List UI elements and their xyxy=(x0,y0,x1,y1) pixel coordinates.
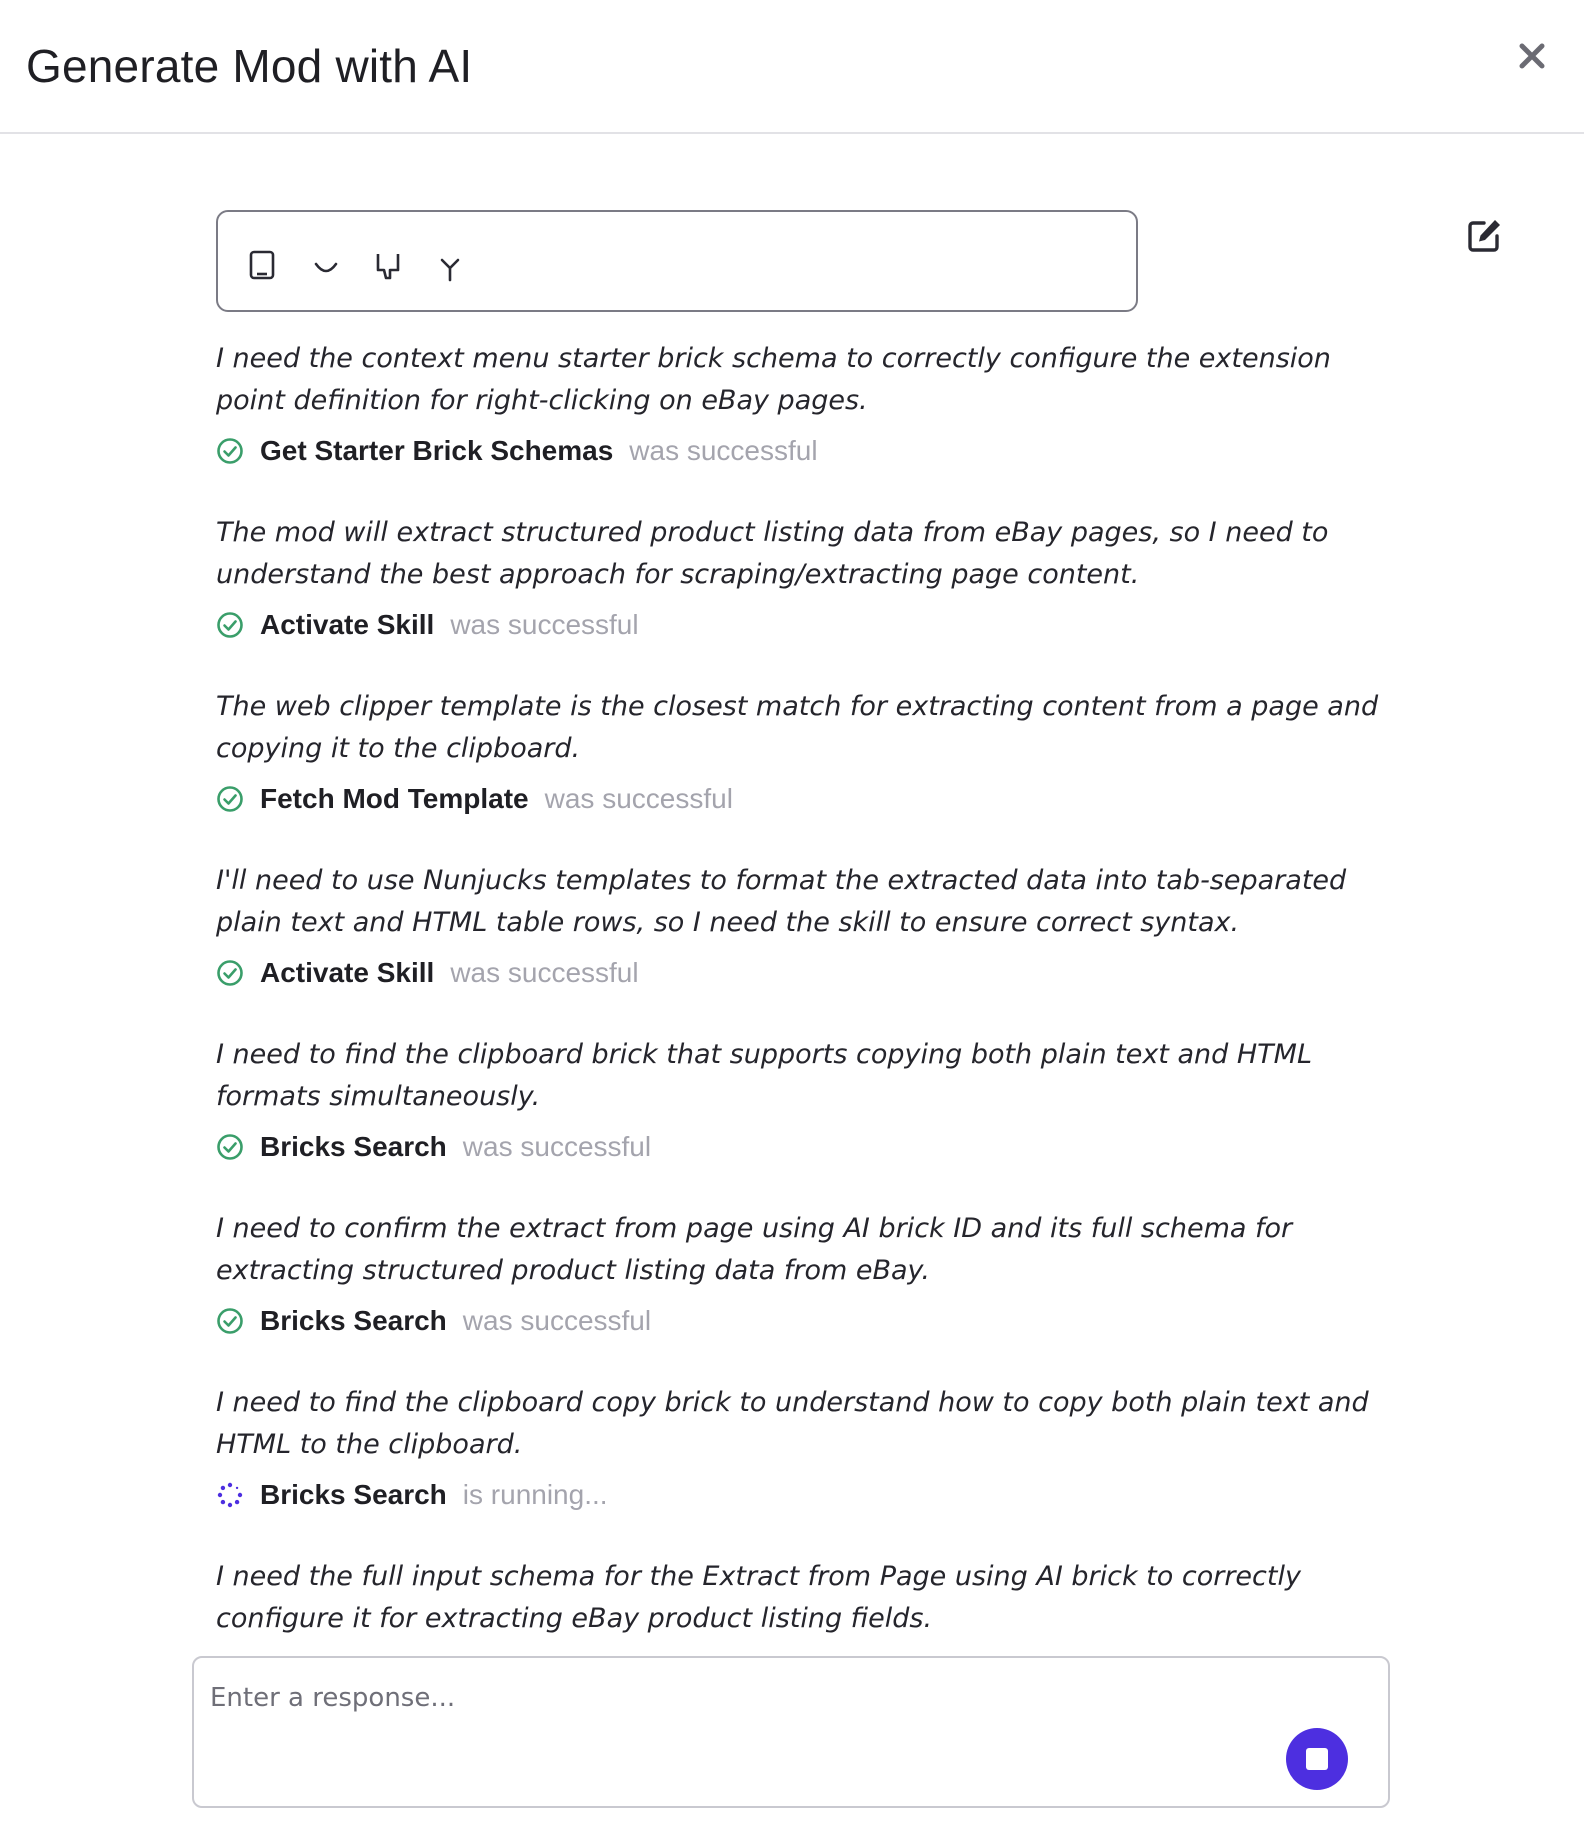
stop-generation-button[interactable] xyxy=(1286,1728,1348,1790)
modal-title: Generate Mod with AI xyxy=(26,40,473,92)
tool-call-name: Bricks Search xyxy=(260,1131,447,1162)
previous-message-card xyxy=(216,210,1138,312)
tool-call-status: is running... xyxy=(462,1479,608,1510)
message-actions xyxy=(248,258,466,282)
tool-call-reason: The web clipper template is the closest match for extracting content from a page and copying it to the clipboard. xyxy=(216,691,1379,764)
response-composer xyxy=(192,1656,1390,1808)
tool-call-name: Bricks Search xyxy=(260,1479,447,1510)
tool-call-reason: I need the full input schema for the Extract from Page using AI brick to correctly configure it for extracting eBay product listing fields. xyxy=(216,1561,1301,1634)
tool-call-status: was successful xyxy=(462,1305,652,1336)
tool-call-status-row xyxy=(216,428,1386,474)
tool-call-reason: I need to confirm the extract from page using AI brick ID and its full schema for extracting structured product listing data from eBay. xyxy=(216,1213,1293,1286)
check-circle-icon xyxy=(216,785,244,813)
copy-icon[interactable] xyxy=(248,258,280,282)
close-button[interactable] xyxy=(1514,38,1550,74)
check-circle-icon xyxy=(216,1307,244,1335)
check-circle-icon xyxy=(216,437,244,465)
loading-spinner-icon xyxy=(216,1481,244,1509)
tool-call-entry xyxy=(216,338,1386,474)
tool-call-entry xyxy=(216,1382,1386,1518)
tool-call-name: Activate Skill xyxy=(260,609,435,640)
tool-call-status-row xyxy=(216,1472,1386,1518)
tool-call-entry xyxy=(216,1034,1386,1170)
tool-call-reason: I need the context menu starter brick schema to correctly configure the extension point definition for right-clicking on eBay pages. xyxy=(216,343,1331,416)
check-circle-icon xyxy=(216,1133,244,1161)
tool-call-status: was successful xyxy=(450,609,639,640)
check-circle-icon xyxy=(216,959,244,987)
tool-call-status-row xyxy=(216,776,1386,822)
tool-call-entry xyxy=(216,512,1386,648)
tool-call-name: Activate Skill xyxy=(260,957,435,988)
tool-call-reason: I'll need to use Nunjucks templates to format the extracted data into tab-separated plain text and HTML table rows, so I need the skill to ensure correct syntax. xyxy=(216,865,1347,938)
stop-icon xyxy=(1306,1748,1328,1770)
tool-call-reason: I need to find the clipboard copy brick to understand how to copy both plain text and HTML to the clipboard. xyxy=(216,1387,1369,1460)
tool-call-status-row xyxy=(216,1298,1386,1344)
tool-call-name: Get Starter Brick Schemas xyxy=(260,435,614,466)
tool-call-entry xyxy=(216,1208,1386,1344)
edit-icon xyxy=(1464,216,1504,256)
tool-call-entry xyxy=(216,860,1386,996)
tool-call-name: Fetch Mod Template xyxy=(260,783,529,814)
tool-call-reason: I need to find the clipboard brick that supports copying both plain text and HTML formats simultaneously. xyxy=(216,1039,1312,1112)
tool-call-status-row xyxy=(216,1124,1386,1170)
modal-header xyxy=(0,0,1584,134)
response-input[interactable] xyxy=(210,1678,1310,1718)
new-chat-button[interactable] xyxy=(1464,216,1504,256)
pin-icon[interactable] xyxy=(434,258,466,282)
conversation-feed[interactable] xyxy=(216,250,1386,1634)
tool-call-name: Bricks Search xyxy=(260,1305,447,1336)
tool-call-status: was successful xyxy=(629,435,818,466)
tool-call-status: was successful xyxy=(462,1131,652,1162)
tool-call-status: was successful xyxy=(544,783,733,814)
close-icon xyxy=(1514,38,1550,74)
check-circle-icon xyxy=(216,611,244,639)
tool-call-status-row xyxy=(216,950,1386,996)
thumbs-down-icon[interactable] xyxy=(372,258,404,282)
tool-call-entry xyxy=(216,686,1386,822)
smile-icon[interactable] xyxy=(310,258,342,282)
tool-call-reason: The mod will extract structured product listing data from eBay pages, so I need to understand the best approach for scraping/extracting page content. xyxy=(216,517,1329,590)
tool-call-list xyxy=(216,338,1386,1730)
tool-call-status: was successful xyxy=(450,957,639,988)
tool-call-status-row xyxy=(216,602,1386,648)
